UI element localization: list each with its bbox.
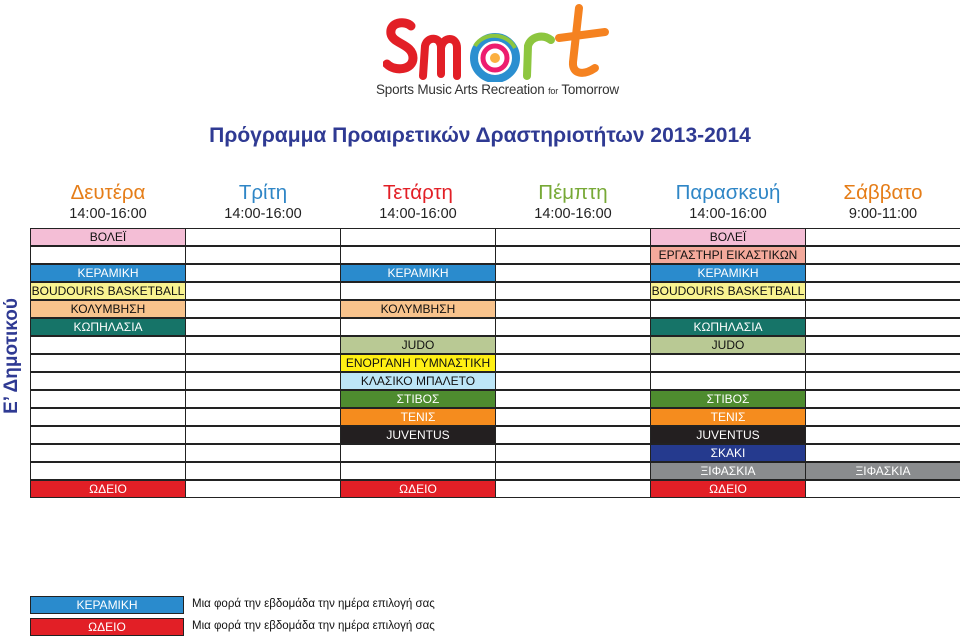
empty-cell [495,372,651,390]
day-time: 14:00-16:00 [379,206,457,222]
empty-cell [340,462,496,480]
empty-cell [805,480,960,498]
empty-cell [805,372,960,390]
empty-cell [805,264,960,282]
empty-cell [805,318,960,336]
activity-cell: ΕΝΟΡΓΑΝΗ ΓΥΜΝΑΣΤΙΚΗ [340,354,496,372]
activity-cell: ΚΕΡΑΜΙΚΗ [30,264,186,282]
empty-cell [495,480,651,498]
empty-cell [185,282,341,300]
empty-cell [495,300,651,318]
day-time: 14:00-16:00 [224,206,302,222]
empty-cell [805,300,960,318]
activity-cell: ΒΟΛΕΪ [30,228,186,246]
activity-cell: ΒΟΛΕΪ [650,228,806,246]
page-title: Πρόγραμμα Προαιρετικών Δραστηριοτήτων 2013-2014 [209,124,751,147]
empty-cell [495,462,651,480]
empty-cell [495,246,651,264]
empty-cell [495,318,651,336]
empty-cell [185,372,341,390]
activity-cell: ΩΔΕΙΟ [650,480,806,498]
day-time: 14:00-16:00 [534,206,612,222]
day-header [30,181,186,223]
day-header [340,181,496,223]
logo-letter-m [423,39,457,76]
empty-cell [495,336,651,354]
activity-cell: ΞΙΦΑΣΚΙΑ [650,462,806,480]
activity-cell: ΣΚΑΚΙ [650,444,806,462]
activity-cell: JUDO [340,336,496,354]
empty-cell [495,264,651,282]
empty-cell [185,318,341,336]
activity-cell: ΚΟΛΥΜΒΗΣΗ [340,300,496,318]
activity-cell: ΩΔΕΙΟ [340,480,496,498]
legend-text: Μια φορά την εβδομάδα την ημέρα επιλογή σας [192,598,435,610]
logo-letter-r [527,37,551,76]
empty-cell [805,426,960,444]
empty-cell [495,354,651,372]
day-header [650,181,806,223]
day-name: Σάββατο [843,181,923,204]
activity-cell: ΤΕΝΙΣ [340,408,496,426]
empty-cell [340,282,496,300]
empty-cell [185,264,341,282]
empty-cell [495,444,651,462]
empty-cell [340,228,496,246]
empty-cell [805,408,960,426]
empty-cell [650,372,806,390]
empty-cell [30,462,186,480]
smart-logo-mark [383,2,623,82]
empty-cell [185,228,341,246]
activity-cell: BOUDOURIS BASKETBALL [31,284,185,298]
activity-cell: JUVENTUS [650,426,806,444]
empty-cell [185,444,341,462]
grade-label: Ε’ Δημοτικού [1,298,22,414]
activity-cell: ΤΕΝΙΣ [650,408,806,426]
logo-letter-s [387,23,413,69]
empty-cell [185,426,341,444]
empty-cell [805,390,960,408]
activity-cell: ΞΙΦΑΣΚΙΑ [805,462,960,480]
day-name: Τετάρτη [383,181,453,204]
activity-cell: ΚΩΠΗΛΑΣΙΑ [30,318,186,336]
empty-cell [185,480,341,498]
empty-cell [30,372,186,390]
empty-cell [185,462,341,480]
activity-cell: ΕΡΓΑΣΤΗΡΙ ΕΙΚΑΣΤΙΚΩΝ [650,246,806,264]
empty-cell [495,408,651,426]
empty-cell [340,246,496,264]
day-time: 9:00-11:00 [848,206,918,222]
day-header [805,181,960,223]
empty-cell [650,354,806,372]
logo-letter-t [559,8,605,73]
day-name: Δευτέρα [70,181,146,204]
activity-cell: ΣΤΙΒΟΣ [340,390,496,408]
empty-cell [650,300,806,318]
empty-cell [805,336,960,354]
legend-swatch: ΚΕΡΑΜΙΚΗ [30,596,184,614]
empty-cell [185,300,341,318]
empty-cell [185,246,341,264]
empty-cell [495,228,651,246]
activity-cell: ΣΤΙΒΟΣ [650,390,806,408]
day-header [185,181,341,223]
day-name: Τρίτη [238,181,288,204]
legend-text: Μια φορά την εβδομάδα την ημέρα επιλογή σας [192,620,435,632]
activity-cell: BOUDOURIS BASKETBALL [651,284,805,298]
empty-cell [30,444,186,462]
empty-cell [30,408,186,426]
activity-cell: JUDO [650,336,806,354]
empty-cell [495,390,651,408]
day-time: 14:00-16:00 [689,206,767,222]
empty-cell [30,246,186,264]
empty-cell [805,282,960,300]
activity-cell: ΚΩΠΗΛΑΣΙΑ [650,318,806,336]
empty-cell [185,354,341,372]
day-header [495,181,651,223]
activity-cell: ΚΕΡΑΜΙΚΗ [340,264,496,282]
day-name: Παρασκευή [675,181,781,204]
empty-cell [30,390,186,408]
day-time: 14:00-16:00 [69,206,147,222]
activity-cell: ΚΟΛΥΜΒΗΣΗ [30,300,186,318]
day-name: Πέμπτη [538,181,608,204]
activity-cell: JUVENTUS [340,426,496,444]
empty-cell [340,318,496,336]
empty-cell [805,228,960,246]
activity-cell: ΚΛΑΣΙΚΟ ΜΠΑΛΕΤΟ [340,372,496,390]
empty-cell [30,426,186,444]
empty-cell [30,354,186,372]
empty-cell [805,246,960,264]
activity-cell: ΩΔΕΙΟ [30,480,186,498]
logo-tagline: Sports Music Arts Recreation for Tomorrow [376,82,619,97]
empty-cell [805,444,960,462]
legend-swatch: ΩΔΕΙΟ [30,618,184,636]
smart-logo [376,2,623,102]
empty-cell [30,336,186,354]
empty-cell [340,444,496,462]
activity-cell: ΚΕΡΑΜΙΚΗ [650,264,806,282]
empty-cell [495,282,651,300]
empty-cell [805,354,960,372]
empty-cell [495,426,651,444]
empty-cell [185,336,341,354]
empty-cell [185,390,341,408]
empty-cell [185,408,341,426]
